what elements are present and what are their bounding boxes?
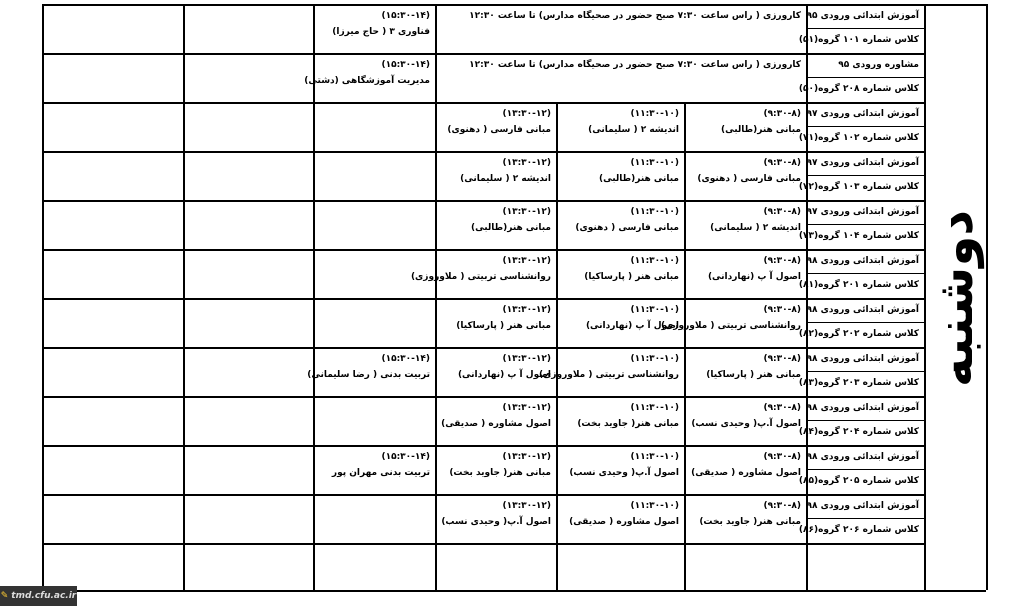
course-name: مبانی هنر ( پارساکیا) [584, 272, 679, 282]
class-time: (۱۳:۳۰-۱۲) [502, 403, 551, 413]
course-name: فناوری ۳ ( حاج میرزا) [332, 27, 430, 37]
class-time: (۱۳:۳۰-۱۲) [502, 501, 551, 511]
site-logo-text: tmd.cfu.ac.ir [11, 591, 77, 601]
class-time: (۹:۳۰-۸) [763, 109, 801, 119]
group-name: آموزش ابتدائی ورودی ۹۷ [806, 158, 919, 168]
grid-vline [42, 4, 44, 590]
grid-hline [42, 445, 924, 447]
course-name: اندیشه ۲ ( سلیمانی) [588, 125, 679, 135]
course-name: اصول مشاوره ( صدیقی) [441, 419, 551, 429]
grid-hline [42, 151, 924, 153]
class-time: (۱۱:۳۰-۱۰) [630, 109, 679, 119]
course-name: مبانی هنر(طالبی) [599, 174, 679, 184]
group-class-number: کلاس شماره ۱۰۲ گروه(۷۱) [798, 133, 919, 143]
grid-hline [42, 347, 924, 349]
course-name: اندیشه ۲ ( سلیمانی) [460, 174, 551, 184]
day-label-text: دوشنبه [926, 210, 984, 388]
class-time: (۱۳:۳۰-۱۲) [502, 305, 551, 315]
grid-vline [556, 102, 558, 590]
grid-vline [183, 4, 185, 590]
class-time: (۱۱:۳۰-۱۰) [630, 207, 679, 217]
class-time: (۱۱:۳۰-۱۰) [630, 403, 679, 413]
class-time: (۹:۳۰-۸) [763, 158, 801, 168]
course-name: اصول آ.پ( وحیدی نسب) [441, 517, 551, 527]
grid-hline [42, 590, 924, 592]
grid-hline [806, 469, 924, 470]
group-name: آموزش ابتدائی ورودی ۹۸ [806, 256, 919, 266]
course-name: مبانی فارسی ( دهنوی) [575, 223, 679, 233]
class-time: (۱۳:۳۰-۱۲) [502, 109, 551, 119]
class-time: (۹:۳۰-۸) [763, 305, 801, 315]
class-time: (۹:۳۰-۸) [763, 256, 801, 266]
course-name: اصول آ پ (نهاردانی) [585, 321, 679, 331]
group-class-number: کلاس شماره ۲۰۸ گروه(۵۰) [798, 84, 919, 94]
grid-hline [806, 518, 924, 519]
group-name: آموزش ابتدائی ورودی ۹۸ [806, 452, 919, 462]
grid-hline [42, 4, 924, 6]
class-time: (۹:۳۰-۸) [763, 403, 801, 413]
class-time: (۱۱:۳۰-۱۰) [630, 354, 679, 364]
course-name: تربیت بدنی مهران پور [331, 468, 430, 478]
day-label [924, 4, 986, 594]
class-time: (۹:۳۰-۸) [763, 207, 801, 217]
site-logo[interactable] [0, 586, 77, 606]
pen-icon: ✎ [0, 591, 9, 601]
class-time: (۹:۳۰-۸) [763, 452, 801, 462]
grid-hline [806, 126, 924, 127]
course-name: روانشناسی تربیتی ( ملاوروزی) [538, 370, 679, 380]
group-class-number: کلاس شماره ۱۰۱ گروه(۵۱) [798, 35, 919, 45]
group-name: مشاوره ورودی ۹۵ [838, 60, 919, 70]
course-name: اصول آ.پ( وحیدی نسب) [691, 419, 801, 429]
group-name: آموزش ابتدائی ورودی ۹۸ [806, 305, 919, 315]
grid-hline [42, 543, 924, 545]
class-time: (۱۳:۳۰-۱۲) [502, 207, 551, 217]
course-name: مبانی فارسی ( دهنوی) [447, 125, 551, 135]
course-name: مبانی هنر ( پارساکیا) [456, 321, 551, 331]
class-time: (۱۱:۳۰-۱۰) [630, 305, 679, 315]
class-time: (۹:۳۰-۸) [763, 501, 801, 511]
grid-hline [806, 175, 924, 176]
grid-vline [684, 102, 686, 590]
grid-hline [806, 322, 924, 323]
class-time: (۱۱:۳۰-۱۰) [630, 158, 679, 168]
class-time: (۱۵:۳۰-۱۴) [381, 354, 430, 364]
grid-vline [435, 4, 437, 590]
course-name: اندیشه ۲ ( سلیمانی) [710, 223, 801, 233]
group-name: آموزش ابتدائی ورودی ۹۸ [806, 501, 919, 511]
grid-hline [42, 298, 924, 300]
group-class-number: کلاس شماره ۱۰۴ گروه(۷۳) [798, 231, 919, 241]
course-name: روانشناسی تربیتی ( ملاوروزی) [410, 272, 551, 282]
grid-hline [42, 396, 924, 398]
group-class-number: کلاس شماره ۲۰۵ گروه(۸۵) [798, 476, 919, 486]
class-time: (۱۳:۳۰-۱۲) [502, 452, 551, 462]
grid-hline [42, 249, 924, 251]
class-time: (۱۳:۳۰-۱۲) [502, 354, 551, 364]
grid-hline [806, 77, 924, 78]
grid-hline [806, 420, 924, 421]
course-name: اصول مشاوره ( صدیقی) [691, 468, 801, 478]
group-class-number: کلاس شماره ۲۰۱ گروه(۸۱) [798, 280, 919, 290]
group-class-number: کلاس شماره ۲۰۴ گروه(۸۴) [798, 427, 919, 437]
group-class-number: کلاس شماره ۲۰۶ گروه(۸۶) [798, 525, 919, 535]
internship-note: کارورزی ( راس ساعت ۷:۳۰ صبح حضور در صحیگاه مدارس) تا ساعت ۱۲:۳۰ [469, 60, 801, 70]
grid-hline [806, 224, 924, 225]
group-name: آموزش ابتدائی ورودی ۹۵ [806, 11, 919, 21]
grid-hline [42, 102, 924, 104]
grid-vline [986, 4, 988, 590]
class-time: (۱۱:۳۰-۱۰) [630, 501, 679, 511]
course-name: مدیریت آموزشگاهی (دشتی) [304, 76, 430, 86]
grid-hline [42, 53, 924, 55]
class-time: (۱۵:۳۰-۱۴) [381, 452, 430, 462]
group-name: آموزش ابتدائی ورودی ۹۸ [806, 403, 919, 413]
grid-hline [806, 371, 924, 372]
course-name: اصول آ پ (نهاردانی) [707, 272, 801, 282]
course-name: مبانی فارسی ( دهنوی) [697, 174, 801, 184]
group-class-number: کلاس شماره ۲۰۳ گروه(۸۳) [798, 378, 919, 388]
class-time: (۱۵:۳۰-۱۴) [381, 60, 430, 70]
group-name: آموزش ابتدائی ورودی ۹۷ [806, 207, 919, 217]
group-class-number: کلاس شماره ۲۰۲ گروه(۸۲) [798, 329, 919, 339]
course-name: تربیت بدنی ( رضا سلیمانی) [307, 370, 430, 380]
class-time: (۱۳:۳۰-۱۲) [502, 256, 551, 266]
internship-note: کارورزی ( راس ساعت ۷:۳۰ صبح حضور در صحیگاه مدارس) تا ساعت ۱۲:۳۰ [469, 11, 801, 21]
group-name: آموزش ابتدائی ورودی ۹۸ [806, 354, 919, 364]
class-time: (۱۱:۳۰-۱۰) [630, 452, 679, 462]
course-name: مبانی هنر(طالبی) [471, 223, 551, 233]
grid-vline [313, 4, 315, 590]
course-name: روانشناسی تربیتی ( ملاوروزی) [660, 321, 801, 331]
group-class-number: کلاس شماره ۱۰۳ گروه(۷۲) [798, 182, 919, 192]
class-time: (۹:۳۰-۸) [763, 354, 801, 364]
group-name: آموزش ابتدائی ورودی ۹۷ [806, 109, 919, 119]
course-name: اصول آ.پ( وحیدی نسب) [569, 468, 679, 478]
course-name: مبانی هنر ( پارساکیا) [706, 370, 801, 380]
grid-hline [806, 28, 924, 29]
class-time: (۱۳:۳۰-۱۲) [502, 158, 551, 168]
schedule-table [42, 4, 1010, 594]
course-name: اصول آ پ (نهاردانی) [457, 370, 551, 380]
course-name: مبانی هنر( جاوید بخت) [577, 419, 679, 429]
grid-hline [806, 273, 924, 274]
class-time: (۱۱:۳۰-۱۰) [630, 256, 679, 266]
grid-hline [42, 200, 924, 202]
course-name: مبانی هنر( جاوید بخت) [449, 468, 551, 478]
course-name: مبانی هنر(طالبی) [721, 125, 801, 135]
course-name: اصول مشاوره ( صدیقی) [569, 517, 679, 527]
class-time: (۱۵:۳۰-۱۴) [381, 11, 430, 21]
course-name: مبانی هنر( جاوید بخت) [699, 517, 801, 527]
grid-hline [42, 494, 924, 496]
